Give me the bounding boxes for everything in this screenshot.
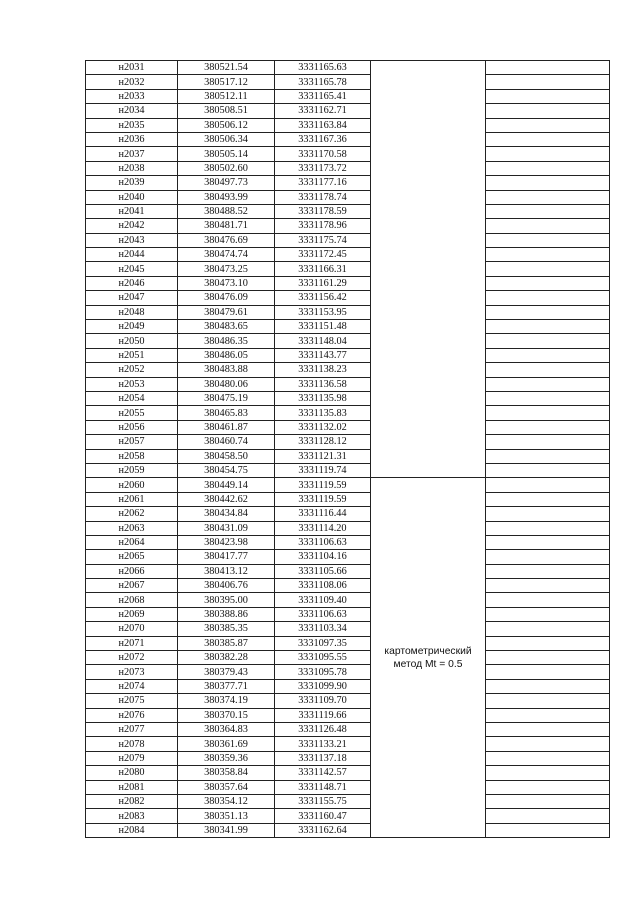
notes-cell — [486, 233, 610, 247]
point-id-cell: н2047 — [86, 291, 178, 305]
point-id-cell: н2062 — [86, 507, 178, 521]
notes-cell — [486, 147, 610, 161]
point-id-cell: н2038 — [86, 161, 178, 175]
point-id-cell: н2045 — [86, 262, 178, 276]
point-id-cell: н2053 — [86, 377, 178, 391]
x-coordinate-cell: 380406.76 — [178, 579, 275, 593]
notes-cell — [486, 463, 610, 477]
x-coordinate-cell: 380357.64 — [178, 780, 275, 794]
y-coordinate-cell: 3331142.57 — [275, 766, 371, 780]
y-coordinate-cell: 3331138.23 — [275, 363, 371, 377]
x-coordinate-cell: 380479.61 — [178, 305, 275, 319]
notes-cell — [486, 118, 610, 132]
point-id-cell: н2067 — [86, 579, 178, 593]
point-id-cell: н2044 — [86, 248, 178, 262]
x-coordinate-cell: 380475.19 — [178, 391, 275, 405]
y-coordinate-cell: 3331103.34 — [275, 622, 371, 636]
x-coordinate-cell: 380486.35 — [178, 334, 275, 348]
table-row — [86, 248, 610, 262]
table-row — [86, 262, 610, 276]
table-row — [86, 463, 610, 477]
notes-cell — [486, 492, 610, 506]
point-id-cell: н2031 — [86, 61, 178, 75]
notes-cell — [486, 248, 610, 262]
x-coordinate-cell: 380385.35 — [178, 622, 275, 636]
point-id-cell: н2050 — [86, 334, 178, 348]
table-row — [86, 478, 610, 492]
y-coordinate-cell: 3331162.64 — [275, 823, 371, 837]
point-id-cell: н2035 — [86, 118, 178, 132]
point-id-cell: н2082 — [86, 794, 178, 808]
notes-cell — [486, 794, 610, 808]
x-coordinate-cell: 380481.71 — [178, 219, 275, 233]
x-coordinate-cell: 380382.28 — [178, 651, 275, 665]
notes-cell — [486, 708, 610, 722]
table-row — [86, 233, 610, 247]
y-coordinate-cell: 3331165.78 — [275, 75, 371, 89]
x-coordinate-cell: 380379.43 — [178, 665, 275, 679]
point-id-cell: н2063 — [86, 521, 178, 535]
x-coordinate-cell: 380454.75 — [178, 463, 275, 477]
x-coordinate-cell: 380480.06 — [178, 377, 275, 391]
table-row — [86, 104, 610, 118]
table-row — [86, 751, 610, 765]
y-coordinate-cell: 3331178.74 — [275, 190, 371, 204]
y-coordinate-cell: 3331155.75 — [275, 794, 371, 808]
point-id-cell: н2072 — [86, 651, 178, 665]
notes-cell — [486, 89, 610, 103]
y-coordinate-cell: 3331106.63 — [275, 535, 371, 549]
y-coordinate-cell: 3331119.59 — [275, 478, 371, 492]
table-row — [86, 406, 610, 420]
point-id-cell: н2058 — [86, 449, 178, 463]
y-coordinate-cell: 3331170.58 — [275, 147, 371, 161]
notes-cell — [486, 579, 610, 593]
point-id-cell: н2081 — [86, 780, 178, 794]
x-coordinate-cell: 380417.77 — [178, 550, 275, 564]
table-row — [86, 449, 610, 463]
table-row — [86, 348, 610, 362]
table-row — [86, 780, 610, 794]
point-id-cell: н2066 — [86, 564, 178, 578]
x-coordinate-cell: 380493.99 — [178, 190, 275, 204]
y-coordinate-cell: 3331153.95 — [275, 305, 371, 319]
x-coordinate-cell: 380361.69 — [178, 737, 275, 751]
notes-cell — [486, 622, 610, 636]
x-coordinate-cell: 380465.83 — [178, 406, 275, 420]
table-row — [86, 722, 610, 736]
notes-cell — [486, 161, 610, 175]
notes-cell — [486, 593, 610, 607]
y-coordinate-cell: 3331121.31 — [275, 449, 371, 463]
y-coordinate-cell: 3331178.96 — [275, 219, 371, 233]
x-coordinate-cell: 380460.74 — [178, 435, 275, 449]
table-row — [86, 118, 610, 132]
notes-cell — [486, 104, 610, 118]
point-id-cell: н2051 — [86, 348, 178, 362]
notes-cell — [486, 564, 610, 578]
y-coordinate-cell: 3331132.02 — [275, 420, 371, 434]
y-coordinate-cell: 3331119.66 — [275, 708, 371, 722]
notes-cell — [486, 751, 610, 765]
y-coordinate-cell: 3331165.41 — [275, 89, 371, 103]
y-coordinate-cell: 3331128.12 — [275, 435, 371, 449]
notes-cell — [486, 535, 610, 549]
notes-cell — [486, 823, 610, 837]
y-coordinate-cell: 3331097.35 — [275, 636, 371, 650]
point-id-cell: н2041 — [86, 204, 178, 218]
point-id-cell: н2083 — [86, 809, 178, 823]
table-row — [86, 147, 610, 161]
y-coordinate-cell: 3331119.59 — [275, 492, 371, 506]
x-coordinate-cell: 380388.86 — [178, 607, 275, 621]
point-id-cell: н2056 — [86, 420, 178, 434]
notes-cell — [486, 679, 610, 693]
table-row — [86, 708, 610, 722]
point-id-cell: н2076 — [86, 708, 178, 722]
table-row — [86, 651, 610, 665]
table-row — [86, 636, 610, 650]
notes-cell — [486, 377, 610, 391]
table-row — [86, 737, 610, 751]
y-coordinate-cell: 3331109.70 — [275, 694, 371, 708]
table-row — [86, 420, 610, 434]
point-id-cell: н2055 — [86, 406, 178, 420]
y-coordinate-cell: 3331148.04 — [275, 334, 371, 348]
method-cell — [371, 478, 486, 838]
table-row — [86, 679, 610, 693]
x-coordinate-cell: 380431.09 — [178, 521, 275, 535]
table-row — [86, 435, 610, 449]
table-row — [86, 665, 610, 679]
point-id-cell: н2034 — [86, 104, 178, 118]
y-coordinate-cell: 3331116.44 — [275, 507, 371, 521]
x-coordinate-cell: 380486.05 — [178, 348, 275, 362]
point-id-cell: н2057 — [86, 435, 178, 449]
table-row — [86, 161, 610, 175]
notes-cell — [486, 320, 610, 334]
table-row — [86, 521, 610, 535]
point-id-cell: н2073 — [86, 665, 178, 679]
method-cell-empty — [371, 61, 486, 478]
x-coordinate-cell: 380474.74 — [178, 248, 275, 262]
table-row — [86, 809, 610, 823]
notes-cell — [486, 363, 610, 377]
table-row — [86, 607, 610, 621]
point-id-cell: н2059 — [86, 463, 178, 477]
point-id-cell: н2080 — [86, 766, 178, 780]
table-row — [86, 61, 610, 75]
x-coordinate-cell: 380461.87 — [178, 420, 275, 434]
x-coordinate-cell: 380449.14 — [178, 478, 275, 492]
x-coordinate-cell: 380423.98 — [178, 535, 275, 549]
x-coordinate-cell: 380488.52 — [178, 204, 275, 218]
y-coordinate-cell: 3331109.40 — [275, 593, 371, 607]
table-row — [86, 593, 610, 607]
notes-cell — [486, 176, 610, 190]
y-coordinate-cell: 3331178.59 — [275, 204, 371, 218]
point-id-cell: н2039 — [86, 176, 178, 190]
notes-cell — [486, 651, 610, 665]
notes-cell — [486, 636, 610, 650]
point-id-cell: н2040 — [86, 190, 178, 204]
notes-cell — [486, 406, 610, 420]
notes-cell — [486, 780, 610, 794]
y-coordinate-cell: 3331104.16 — [275, 550, 371, 564]
x-coordinate-cell: 380358.84 — [178, 766, 275, 780]
table-row — [86, 176, 610, 190]
notes-cell — [486, 334, 610, 348]
point-id-cell: н2036 — [86, 132, 178, 146]
x-coordinate-cell: 380341.99 — [178, 823, 275, 837]
notes-cell — [486, 132, 610, 146]
notes-cell — [486, 665, 610, 679]
point-id-cell: н2042 — [86, 219, 178, 233]
x-coordinate-cell: 380473.25 — [178, 262, 275, 276]
table-row — [86, 305, 610, 319]
table-row — [86, 89, 610, 103]
y-coordinate-cell: 3331108.06 — [275, 579, 371, 593]
table-row — [86, 550, 610, 564]
table-row — [86, 276, 610, 290]
x-coordinate-cell: 380385.87 — [178, 636, 275, 650]
x-coordinate-cell: 380517.12 — [178, 75, 275, 89]
table-row — [86, 363, 610, 377]
point-id-cell: н2084 — [86, 823, 178, 837]
notes-cell — [486, 291, 610, 305]
y-coordinate-cell: 3331177.16 — [275, 176, 371, 190]
notes-cell — [486, 305, 610, 319]
point-id-cell: н2069 — [86, 607, 178, 621]
point-id-cell: н2077 — [86, 722, 178, 736]
y-coordinate-cell: 3331135.83 — [275, 406, 371, 420]
y-coordinate-cell: 3331143.77 — [275, 348, 371, 362]
point-id-cell: н2079 — [86, 751, 178, 765]
notes-cell — [486, 478, 610, 492]
x-coordinate-cell: 380506.12 — [178, 118, 275, 132]
y-coordinate-cell: 3331163.84 — [275, 118, 371, 132]
y-coordinate-cell: 3331137.18 — [275, 751, 371, 765]
point-id-cell: н2048 — [86, 305, 178, 319]
notes-cell — [486, 694, 610, 708]
x-coordinate-cell: 380476.69 — [178, 233, 275, 247]
table-row — [86, 766, 610, 780]
x-coordinate-cell: 380377.71 — [178, 679, 275, 693]
point-id-cell: н2064 — [86, 535, 178, 549]
x-coordinate-cell: 380354.12 — [178, 794, 275, 808]
notes-cell — [486, 276, 610, 290]
y-coordinate-cell: 3331126.48 — [275, 722, 371, 736]
x-coordinate-cell: 380364.83 — [178, 722, 275, 736]
table-row — [86, 492, 610, 506]
point-id-cell: н2054 — [86, 391, 178, 405]
notes-cell — [486, 737, 610, 751]
notes-cell — [486, 766, 610, 780]
notes-cell — [486, 348, 610, 362]
y-coordinate-cell: 3331148.71 — [275, 780, 371, 794]
point-id-cell: н2074 — [86, 679, 178, 693]
table-row — [86, 507, 610, 521]
x-coordinate-cell: 380483.88 — [178, 363, 275, 377]
y-coordinate-cell: 3331165.63 — [275, 61, 371, 75]
y-coordinate-cell: 3331105.66 — [275, 564, 371, 578]
point-id-cell: н2046 — [86, 276, 178, 290]
table-row — [86, 291, 610, 305]
notes-cell — [486, 61, 610, 75]
y-coordinate-cell: 3331162.71 — [275, 104, 371, 118]
table-row — [86, 564, 610, 578]
y-coordinate-cell: 3331160.47 — [275, 809, 371, 823]
table-row — [86, 535, 610, 549]
point-id-cell: н2061 — [86, 492, 178, 506]
y-coordinate-cell: 3331166.31 — [275, 262, 371, 276]
y-coordinate-cell: 3331175.74 — [275, 233, 371, 247]
coordinates-table — [85, 60, 610, 838]
notes-cell — [486, 219, 610, 233]
x-coordinate-cell: 380374.19 — [178, 694, 275, 708]
notes-cell — [486, 190, 610, 204]
notes-cell — [486, 262, 610, 276]
x-coordinate-cell: 380351.13 — [178, 809, 275, 823]
x-coordinate-cell: 380473.10 — [178, 276, 275, 290]
notes-cell — [486, 75, 610, 89]
point-id-cell: н2060 — [86, 478, 178, 492]
y-coordinate-cell: 3331135.98 — [275, 391, 371, 405]
x-coordinate-cell: 380434.84 — [178, 507, 275, 521]
y-coordinate-cell: 3331095.78 — [275, 665, 371, 679]
table-row — [86, 132, 610, 146]
x-coordinate-cell: 380395.00 — [178, 593, 275, 607]
table-row — [86, 204, 610, 218]
notes-cell — [486, 507, 610, 521]
x-coordinate-cell: 380476.09 — [178, 291, 275, 305]
y-coordinate-cell: 3331161.29 — [275, 276, 371, 290]
point-id-cell: н2037 — [86, 147, 178, 161]
x-coordinate-cell: 380502.60 — [178, 161, 275, 175]
x-coordinate-cell: 380359.36 — [178, 751, 275, 765]
table-row — [86, 377, 610, 391]
y-coordinate-cell: 3331136.58 — [275, 377, 371, 391]
notes-cell — [486, 449, 610, 463]
method-label-line2: метод Mt = 0.5 — [393, 658, 463, 670]
notes-cell — [486, 435, 610, 449]
x-coordinate-cell: 380505.14 — [178, 147, 275, 161]
x-coordinate-cell: 380506.34 — [178, 132, 275, 146]
x-coordinate-cell: 380497.73 — [178, 176, 275, 190]
x-coordinate-cell: 380370.15 — [178, 708, 275, 722]
point-id-cell: н2043 — [86, 233, 178, 247]
y-coordinate-cell: 3331167.36 — [275, 132, 371, 146]
table-row — [86, 219, 610, 233]
y-coordinate-cell: 3331099.90 — [275, 679, 371, 693]
point-id-cell: н2075 — [86, 694, 178, 708]
table-row — [86, 794, 610, 808]
x-coordinate-cell: 380508.51 — [178, 104, 275, 118]
notes-cell — [486, 607, 610, 621]
table-row — [86, 391, 610, 405]
x-coordinate-cell: 380458.50 — [178, 449, 275, 463]
point-id-cell: н2068 — [86, 593, 178, 607]
y-coordinate-cell: 3331172.45 — [275, 248, 371, 262]
y-coordinate-cell: 3331106.63 — [275, 607, 371, 621]
y-coordinate-cell: 3331119.74 — [275, 463, 371, 477]
table-row — [86, 75, 610, 89]
point-id-cell: н2032 — [86, 75, 178, 89]
y-coordinate-cell: 3331156.42 — [275, 291, 371, 305]
point-id-cell: н2078 — [86, 737, 178, 751]
y-coordinate-cell: 3331095.55 — [275, 651, 371, 665]
notes-cell — [486, 204, 610, 218]
point-id-cell: н2065 — [86, 550, 178, 564]
point-id-cell: н2033 — [86, 89, 178, 103]
table-row — [86, 334, 610, 348]
notes-cell — [486, 521, 610, 535]
point-id-cell: н2052 — [86, 363, 178, 377]
x-coordinate-cell: 380442.62 — [178, 492, 275, 506]
notes-cell — [486, 809, 610, 823]
point-id-cell: н2049 — [86, 320, 178, 334]
table-row — [86, 823, 610, 837]
notes-cell — [486, 391, 610, 405]
table-row — [86, 694, 610, 708]
x-coordinate-cell: 380521.54 — [178, 61, 275, 75]
method-label-line1: картометрический — [384, 645, 472, 657]
table-row — [86, 320, 610, 334]
x-coordinate-cell: 380512.11 — [178, 89, 275, 103]
y-coordinate-cell: 3331133.21 — [275, 737, 371, 751]
notes-cell — [486, 420, 610, 434]
x-coordinate-cell: 380413.12 — [178, 564, 275, 578]
point-id-cell: н2071 — [86, 636, 178, 650]
table-row — [86, 190, 610, 204]
table-row — [86, 622, 610, 636]
point-id-cell: н2070 — [86, 622, 178, 636]
notes-cell — [486, 722, 610, 736]
y-coordinate-cell: 3331173.72 — [275, 161, 371, 175]
y-coordinate-cell: 3331151.48 — [275, 320, 371, 334]
y-coordinate-cell: 3331114.20 — [275, 521, 371, 535]
table-row — [86, 579, 610, 593]
notes-cell — [486, 550, 610, 564]
x-coordinate-cell: 380483.65 — [178, 320, 275, 334]
coordinates-table-body — [86, 61, 610, 838]
